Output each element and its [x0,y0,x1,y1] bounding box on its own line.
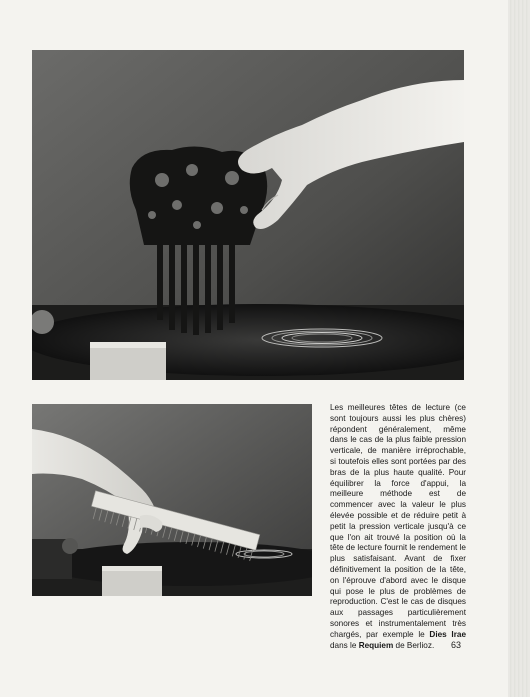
photo-plain-comb-over-record [32,404,312,596]
caption-text-part2: dans le [330,640,359,650]
caption-text-part3: de Berlioz. [393,640,435,650]
photo-ornate-comb-illustration [32,50,464,380]
photo-ornate-comb-over-record [32,50,464,380]
caption-text-part1: Les meilleures têtes de lecture (ce sont toujours aussi les plus chères) répondent généralement, même dans le cas de la plus faible pression verticale, de manière irréprochable, si toutefois elles sont portées par des bras de la plus haute qualité. Pour équilibrer la force d'appui, la meilleure méthode est de commencer avec la valeur le plus élevée possible et de réduire petit à petit la pression verticale jusqu'à ce que l'on ait trouvé la position où la tête de lecture fournit le rendement le plus satisfaisant. Avant de fixer définitivement la position de la tête, on l'éprouve d'abord avec le disque qui pose le plus de problèmes de reproduction. C'est le cas de disques aux passages particulièrement sonores et instrumentalement très chargés, par exemple le [330,403,466,639]
page-number: 63 [451,640,462,650]
page-edge [508,0,530,697]
caption-bold-requiem: Requiem [358,640,394,650]
caption-text [330,403,466,651]
photo-plain-comb-illustration [32,404,312,596]
caption-bold-dies-irae: Dies Irae [429,629,466,639]
